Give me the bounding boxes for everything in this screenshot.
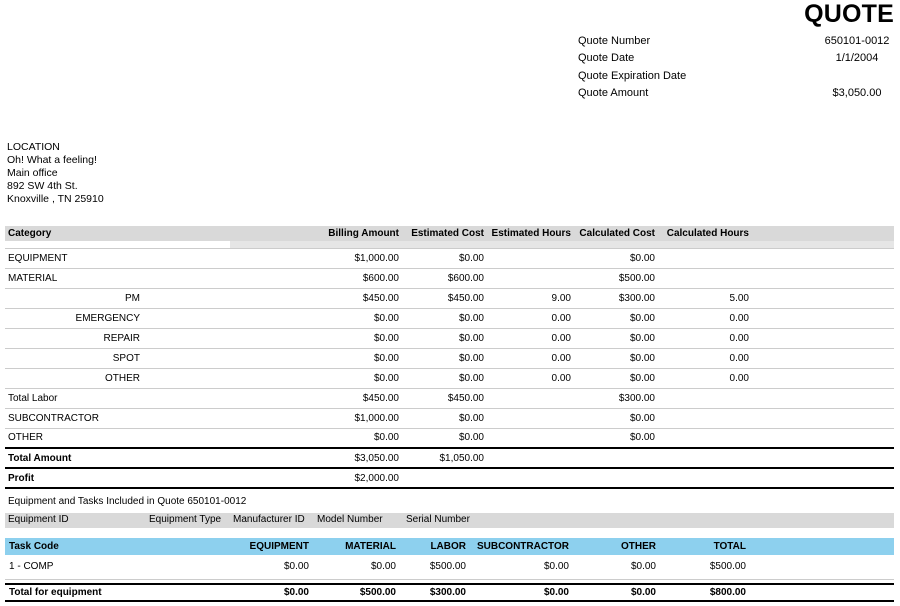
summary-cell-value: $450.00 — [230, 388, 402, 408]
summary-cell-value: 0.00 — [487, 368, 574, 388]
summary-row — [5, 468, 894, 488]
equipment-section — [5, 491, 894, 602]
summary-cell-category: Total Labor — [5, 388, 230, 408]
summary-cell-value — [658, 428, 752, 448]
task-table — [5, 538, 894, 602]
summary-cell-value: 0.00 — [658, 308, 752, 328]
subband-left — [5, 241, 230, 248]
summary-cell-category: Total Amount — [5, 448, 230, 468]
summary-cell-value — [487, 428, 574, 448]
task-total-value: $0.00 — [573, 584, 660, 601]
task-cell-value: $0.00 — [230, 555, 313, 579]
task-table-body — [5, 555, 894, 601]
summary-cell-value: $500.00 — [574, 268, 658, 288]
summary-cell-category: OTHER — [5, 428, 230, 448]
summary-cell-value: $300.00 — [574, 388, 658, 408]
task-total-row — [5, 584, 894, 601]
quote-field-label: Quote Expiration Date — [578, 69, 687, 82]
summary-cell-value — [752, 408, 894, 428]
summary-header-row — [5, 226, 894, 241]
equipment-band-gap — [5, 528, 894, 538]
summary-cell-value — [487, 268, 574, 288]
summary-cell-value — [752, 328, 894, 348]
task-column-header-filler — [750, 538, 894, 555]
summary-cell-value — [487, 388, 574, 408]
page-title: QUOTE — [804, 0, 894, 28]
summary-cell-value — [658, 388, 752, 408]
quote-field-label: Quote Number — [578, 35, 651, 47]
task-column-header: Task Code — [5, 538, 230, 555]
summary-cell-value: 0.00 — [487, 348, 574, 368]
summary-cell-category: EQUIPMENT — [5, 248, 230, 268]
summary-subheader-band — [5, 241, 894, 248]
summary-cell-category: PM — [5, 288, 230, 308]
summary-column-header: Calculated Cost — [574, 226, 658, 241]
equipment-column-header: Serial Number — [406, 514, 470, 525]
quote-field-label: Quote Amount — [578, 87, 649, 100]
summary-cell-value: $2,000.00 — [230, 468, 402, 488]
location-block — [7, 141, 104, 206]
quote-field-row — [578, 35, 894, 52]
summary-cell-value — [658, 468, 752, 488]
summary-row — [5, 268, 894, 288]
summary-cell-value: $0.00 — [402, 348, 487, 368]
task-total-value: $800.00 — [660, 584, 750, 601]
summary-cell-value: $0.00 — [574, 408, 658, 428]
summary-cell-value — [752, 308, 894, 328]
summary-cell-category: EMERGENCY — [5, 308, 230, 328]
summary-cell-value: $1,050.00 — [402, 448, 487, 468]
quote-field-value: 1/1/2004 — [835, 52, 879, 65]
location-lines — [7, 154, 104, 206]
summary-cell-value — [752, 248, 894, 268]
task-cell-value: $0.00 — [313, 555, 400, 579]
summary-column-header-filler — [752, 226, 894, 241]
summary-cell-value: $0.00 — [402, 328, 487, 348]
summary-cell-value: $0.00 — [574, 328, 658, 348]
task-total-value: $300.00 — [400, 584, 470, 601]
summary-cell-value — [752, 448, 894, 468]
location-line: Oh! What a feeling! — [7, 154, 97, 166]
summary-cell-value: $0.00 — [402, 308, 487, 328]
summary-row — [5, 288, 894, 308]
summary-cell-category: MATERIAL — [5, 268, 230, 288]
summary-column-header: Calculated Hours — [658, 226, 752, 241]
equipment-column-header: Equipment ID — [8, 514, 69, 525]
task-cell-value: $0.00 — [573, 555, 660, 579]
task-total-value: $500.00 — [313, 584, 400, 601]
summary-cell-value — [752, 288, 894, 308]
summary-cell-value: $0.00 — [574, 428, 658, 448]
task-row — [5, 555, 894, 579]
summary-cell-value: 0.00 — [487, 328, 574, 348]
location-line: Knoxville , TN 25910 — [7, 193, 104, 205]
task-total-value: $0.00 — [470, 584, 573, 601]
summary-row — [5, 388, 894, 408]
equipment-column-header: Manufacturer ID — [233, 514, 305, 525]
summary-cell-category: SPOT — [5, 348, 230, 368]
equipment-column-header: Model Number — [317, 514, 383, 525]
summary-cell-value: $0.00 — [402, 368, 487, 388]
summary-cell-value — [487, 408, 574, 428]
equipment-column-header: Equipment Type — [149, 514, 222, 525]
summary-cell-value: $1,000.00 — [230, 408, 402, 428]
task-column-header: SUBCONTRACTOR — [470, 538, 573, 555]
summary-table-body — [5, 248, 894, 488]
summary-cell-value: 0.00 — [658, 368, 752, 388]
summary-cell-value: $600.00 — [402, 268, 487, 288]
summary-cell-value — [658, 448, 752, 468]
summary-cell-value: $600.00 — [230, 268, 402, 288]
quote-field-label: Quote Date — [578, 52, 635, 65]
task-cell-code: 1 - COMP — [5, 555, 230, 579]
summary-cell-value — [752, 428, 894, 448]
summary-cell-value — [752, 348, 894, 368]
task-column-header: OTHER — [573, 538, 660, 555]
task-cell-filler — [750, 555, 894, 579]
quote-field-row — [578, 70, 894, 87]
summary-column-header: Estimated Cost — [402, 226, 487, 241]
summary-cell-value: $0.00 — [230, 368, 402, 388]
summary-cell-value: $0.00 — [230, 428, 402, 448]
summary-cell-value: $3,050.00 — [230, 448, 402, 468]
quote-field-value: 650101-0012 — [824, 35, 890, 47]
summary-column-header: Category — [5, 226, 230, 241]
task-total-label: Total for equipment — [5, 584, 230, 601]
summary-cell-value: 0.00 — [658, 328, 752, 348]
summary-cell-value: $0.00 — [574, 308, 658, 328]
summary-cell-value — [574, 468, 658, 488]
task-column-header: EQUIPMENT — [230, 538, 313, 555]
summary-cell-value: $0.00 — [230, 308, 402, 328]
task-cell-value: $0.00 — [470, 555, 573, 579]
summary-cell-value — [487, 468, 574, 488]
summary-cell-value: $0.00 — [402, 428, 487, 448]
task-column-header: LABOR — [400, 538, 470, 555]
task-header-row — [5, 538, 894, 555]
equipment-section-title: Equipment and Tasks Included in Quote 650101-0012 — [8, 496, 247, 507]
summary-cell-value — [752, 388, 894, 408]
summary-cell-value: $0.00 — [230, 348, 402, 368]
summary-cell-category: Profit — [5, 468, 230, 488]
summary-cell-value — [658, 248, 752, 268]
task-total-value: $0.00 — [230, 584, 313, 601]
subband-right — [230, 241, 894, 248]
summary-cell-category: OTHER — [5, 368, 230, 388]
summary-cell-value — [574, 448, 658, 468]
task-cell-value: $500.00 — [660, 555, 750, 579]
summary-cell-value: $0.00 — [230, 328, 402, 348]
summary-row — [5, 408, 894, 428]
summary-cell-value — [752, 268, 894, 288]
quote-fields — [578, 35, 894, 105]
summary-row — [5, 428, 894, 448]
summary-cell-value: $450.00 — [402, 388, 487, 408]
summary-row — [5, 308, 894, 328]
summary-cell-value — [487, 448, 574, 468]
location-line: 892 SW 4th St. — [7, 180, 78, 192]
summary-cell-category: REPAIR — [5, 328, 230, 348]
summary-cell-value: $0.00 — [574, 368, 658, 388]
summary-cell-value: 0.00 — [658, 348, 752, 368]
summary-cell-value: $0.00 — [574, 248, 658, 268]
quote-summary-table — [5, 226, 894, 489]
summary-cell-value — [658, 408, 752, 428]
summary-cell-value: $450.00 — [402, 288, 487, 308]
quote-field-value: $3,050.00 — [832, 87, 882, 100]
summary-row — [5, 328, 894, 348]
summary-column-header: Estimated Hours — [487, 226, 574, 241]
equipment-columns-band — [5, 513, 894, 528]
summary-cell-value: 9.00 — [487, 288, 574, 308]
summary-row — [5, 368, 894, 388]
location-heading: LOCATION — [7, 141, 60, 153]
summary-cell-category: SUBCONTRACTOR — [5, 408, 230, 428]
quote-field-row — [578, 52, 894, 69]
task-total-filler — [750, 584, 894, 601]
summary-cell-value: $1,000.00 — [230, 248, 402, 268]
summary-cell-value: $0.00 — [402, 248, 487, 268]
location-line: Main office — [7, 167, 58, 179]
task-cell-value: $500.00 — [400, 555, 470, 579]
summary-cell-value — [752, 468, 894, 488]
summary-cell-value: $0.00 — [574, 348, 658, 368]
summary-column-header: Billing Amount — [230, 226, 402, 241]
task-column-header: TOTAL — [660, 538, 750, 555]
summary-cell-value: 0.00 — [487, 308, 574, 328]
task-column-header: MATERIAL — [313, 538, 400, 555]
summary-row — [5, 448, 894, 468]
summary-row — [5, 348, 894, 368]
summary-cell-value: $300.00 — [574, 288, 658, 308]
summary-cell-value: 5.00 — [658, 288, 752, 308]
summary-cell-value — [752, 368, 894, 388]
summary-row — [5, 248, 894, 268]
summary-cell-value — [402, 468, 487, 488]
summary-cell-value: $450.00 — [230, 288, 402, 308]
summary-cell-value — [487, 248, 574, 268]
summary-cell-value: $0.00 — [402, 408, 487, 428]
summary-cell-value — [658, 268, 752, 288]
quote-field-row — [578, 87, 894, 104]
